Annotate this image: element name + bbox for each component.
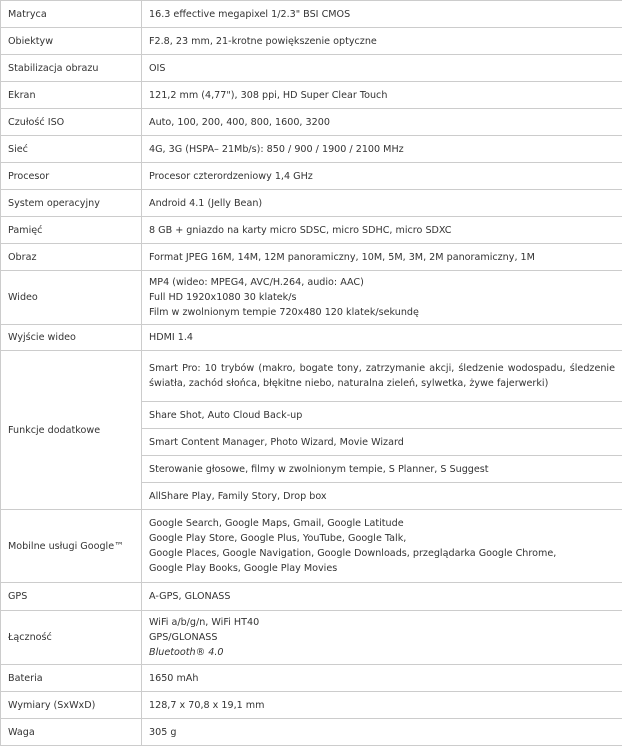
table-row (1, 190, 622, 217)
value-line: MP4 (wideo: MPEG4, AVC/H.264, audio: AAC) (149, 275, 615, 290)
table-row (1, 351, 622, 402)
spec-label: Stabilizacja obrazu (1, 55, 142, 82)
table-row (1, 55, 622, 82)
spec-value: OIS (142, 55, 622, 82)
spec-value: Android 4.1 (Jelly Bean) (142, 190, 622, 217)
spec-label: Łączność (1, 611, 142, 665)
spec-value: A-GPS, GLONASS (142, 583, 622, 611)
spec-label: Pamięć (1, 217, 142, 244)
spec-value: Format JPEG 16M, 14M, 12M panoramiczny, 10M, 5M, 3M, 2M panoramiczny, 1M (142, 244, 622, 271)
spec-label: Bateria (1, 665, 142, 692)
value-line: WiFi a/b/g/n, WiFi HT40 (149, 615, 615, 630)
spec-value: Smart Content Manager, Photo Wizard, Movie Wizard (142, 429, 622, 456)
spec-label: Mobilne usługi Google™ (1, 510, 142, 583)
spec-label: Obiektyw (1, 28, 142, 55)
spec-label: System operacyjny (1, 190, 142, 217)
spec-label: Wymiary (SxWxD) (1, 692, 142, 719)
table-row (1, 510, 622, 583)
table-row (1, 325, 622, 351)
spec-value: Smart Pro: 10 trybów (makro, bogate tony, zatrzymanie akcji, śledzenie wodospadu, śledzenie światła, zachód słońca, błękitne niebo, naturalna zieleń, sylwetka, żywe fajerwerki) (142, 351, 622, 402)
value-line: Film w zwolnionym tempie 720x480 120 klatek/sekundę (149, 305, 615, 320)
value-line: Full HD 1920x1080 30 klatek/s (149, 290, 615, 305)
spec-value: 1650 mAh (142, 665, 622, 692)
spec-value: Sterowanie głosowe, filmy w zwolnionym tempie, S Planner, S Suggest (142, 456, 622, 483)
spec-value: Procesor czterordzeniowy 1,4 GHz (142, 163, 622, 190)
spec-value: 16.3 effective megapixel 1/2.3" BSI CMOS (142, 1, 622, 28)
spec-value: AllShare Play, Family Story, Drop box (142, 483, 622, 510)
spec-label: Czułość ISO (1, 109, 142, 136)
value-line: GPS/GLONASS (149, 630, 615, 645)
table-row (1, 583, 622, 611)
table-row (1, 136, 622, 163)
table-row (1, 665, 622, 692)
table-row (1, 244, 622, 271)
spec-value: Share Shot, Auto Cloud Back-up (142, 402, 622, 429)
table-row (1, 163, 622, 190)
spec-label: Matryca (1, 1, 142, 28)
table-row (1, 611, 622, 665)
spec-value: 128,7 x 70,8 x 19,1 mm (142, 692, 622, 719)
spec-value: F2.8, 23 mm, 21-krotne powiększenie optyczne (142, 28, 622, 55)
value-line: Bluetooth® 4.0 (149, 645, 615, 660)
spec-label: GPS (1, 583, 142, 611)
table-row (1, 692, 622, 719)
value-line: Google Play Books, Google Play Movies (149, 561, 615, 576)
value-line: Google Places, Google Navigation, Google Downloads, przeglądarka Google Chrome, (149, 546, 615, 561)
spec-value: 305 g (142, 719, 622, 746)
spec-label: Wideo (1, 271, 142, 325)
table-row (1, 28, 622, 55)
value-line: Google Play Store, Google Plus, YouTube, Google Talk, (149, 531, 615, 546)
table-row (1, 109, 622, 136)
table-row (1, 719, 622, 746)
spec-label: Wyjście wideo (1, 325, 142, 351)
spec-value-multiline (142, 510, 622, 583)
table-row (1, 217, 622, 244)
spec-label: Sieć (1, 136, 142, 163)
table-row (1, 1, 622, 28)
table-row (1, 271, 622, 325)
spec-label: Procesor (1, 163, 142, 190)
spec-value: 8 GB + gniazdo na karty micro SDSC, micro SDHC, micro SDXC (142, 217, 622, 244)
spec-value: Auto, 100, 200, 400, 800, 1600, 3200 (142, 109, 622, 136)
spec-value-multiline (142, 271, 622, 325)
spec-value: 4G, 3G (HSPA– 21Mb/s): 850 / 900 / 1900 / 2100 MHz (142, 136, 622, 163)
spec-value: HDMI 1.4 (142, 325, 622, 351)
spec-label: Ekran (1, 82, 142, 109)
value-line: Google Search, Google Maps, Gmail, Google Latitude (149, 516, 615, 531)
spec-value: 121,2 mm (4,77"), 308 ppi, HD Super Clear Touch (142, 82, 622, 109)
table-row (1, 82, 622, 109)
spec-label: Obraz (1, 244, 142, 271)
spec-label: Waga (1, 719, 142, 746)
spec-value-multiline (142, 611, 622, 665)
spec-label: Funkcje dodatkowe (1, 351, 142, 510)
